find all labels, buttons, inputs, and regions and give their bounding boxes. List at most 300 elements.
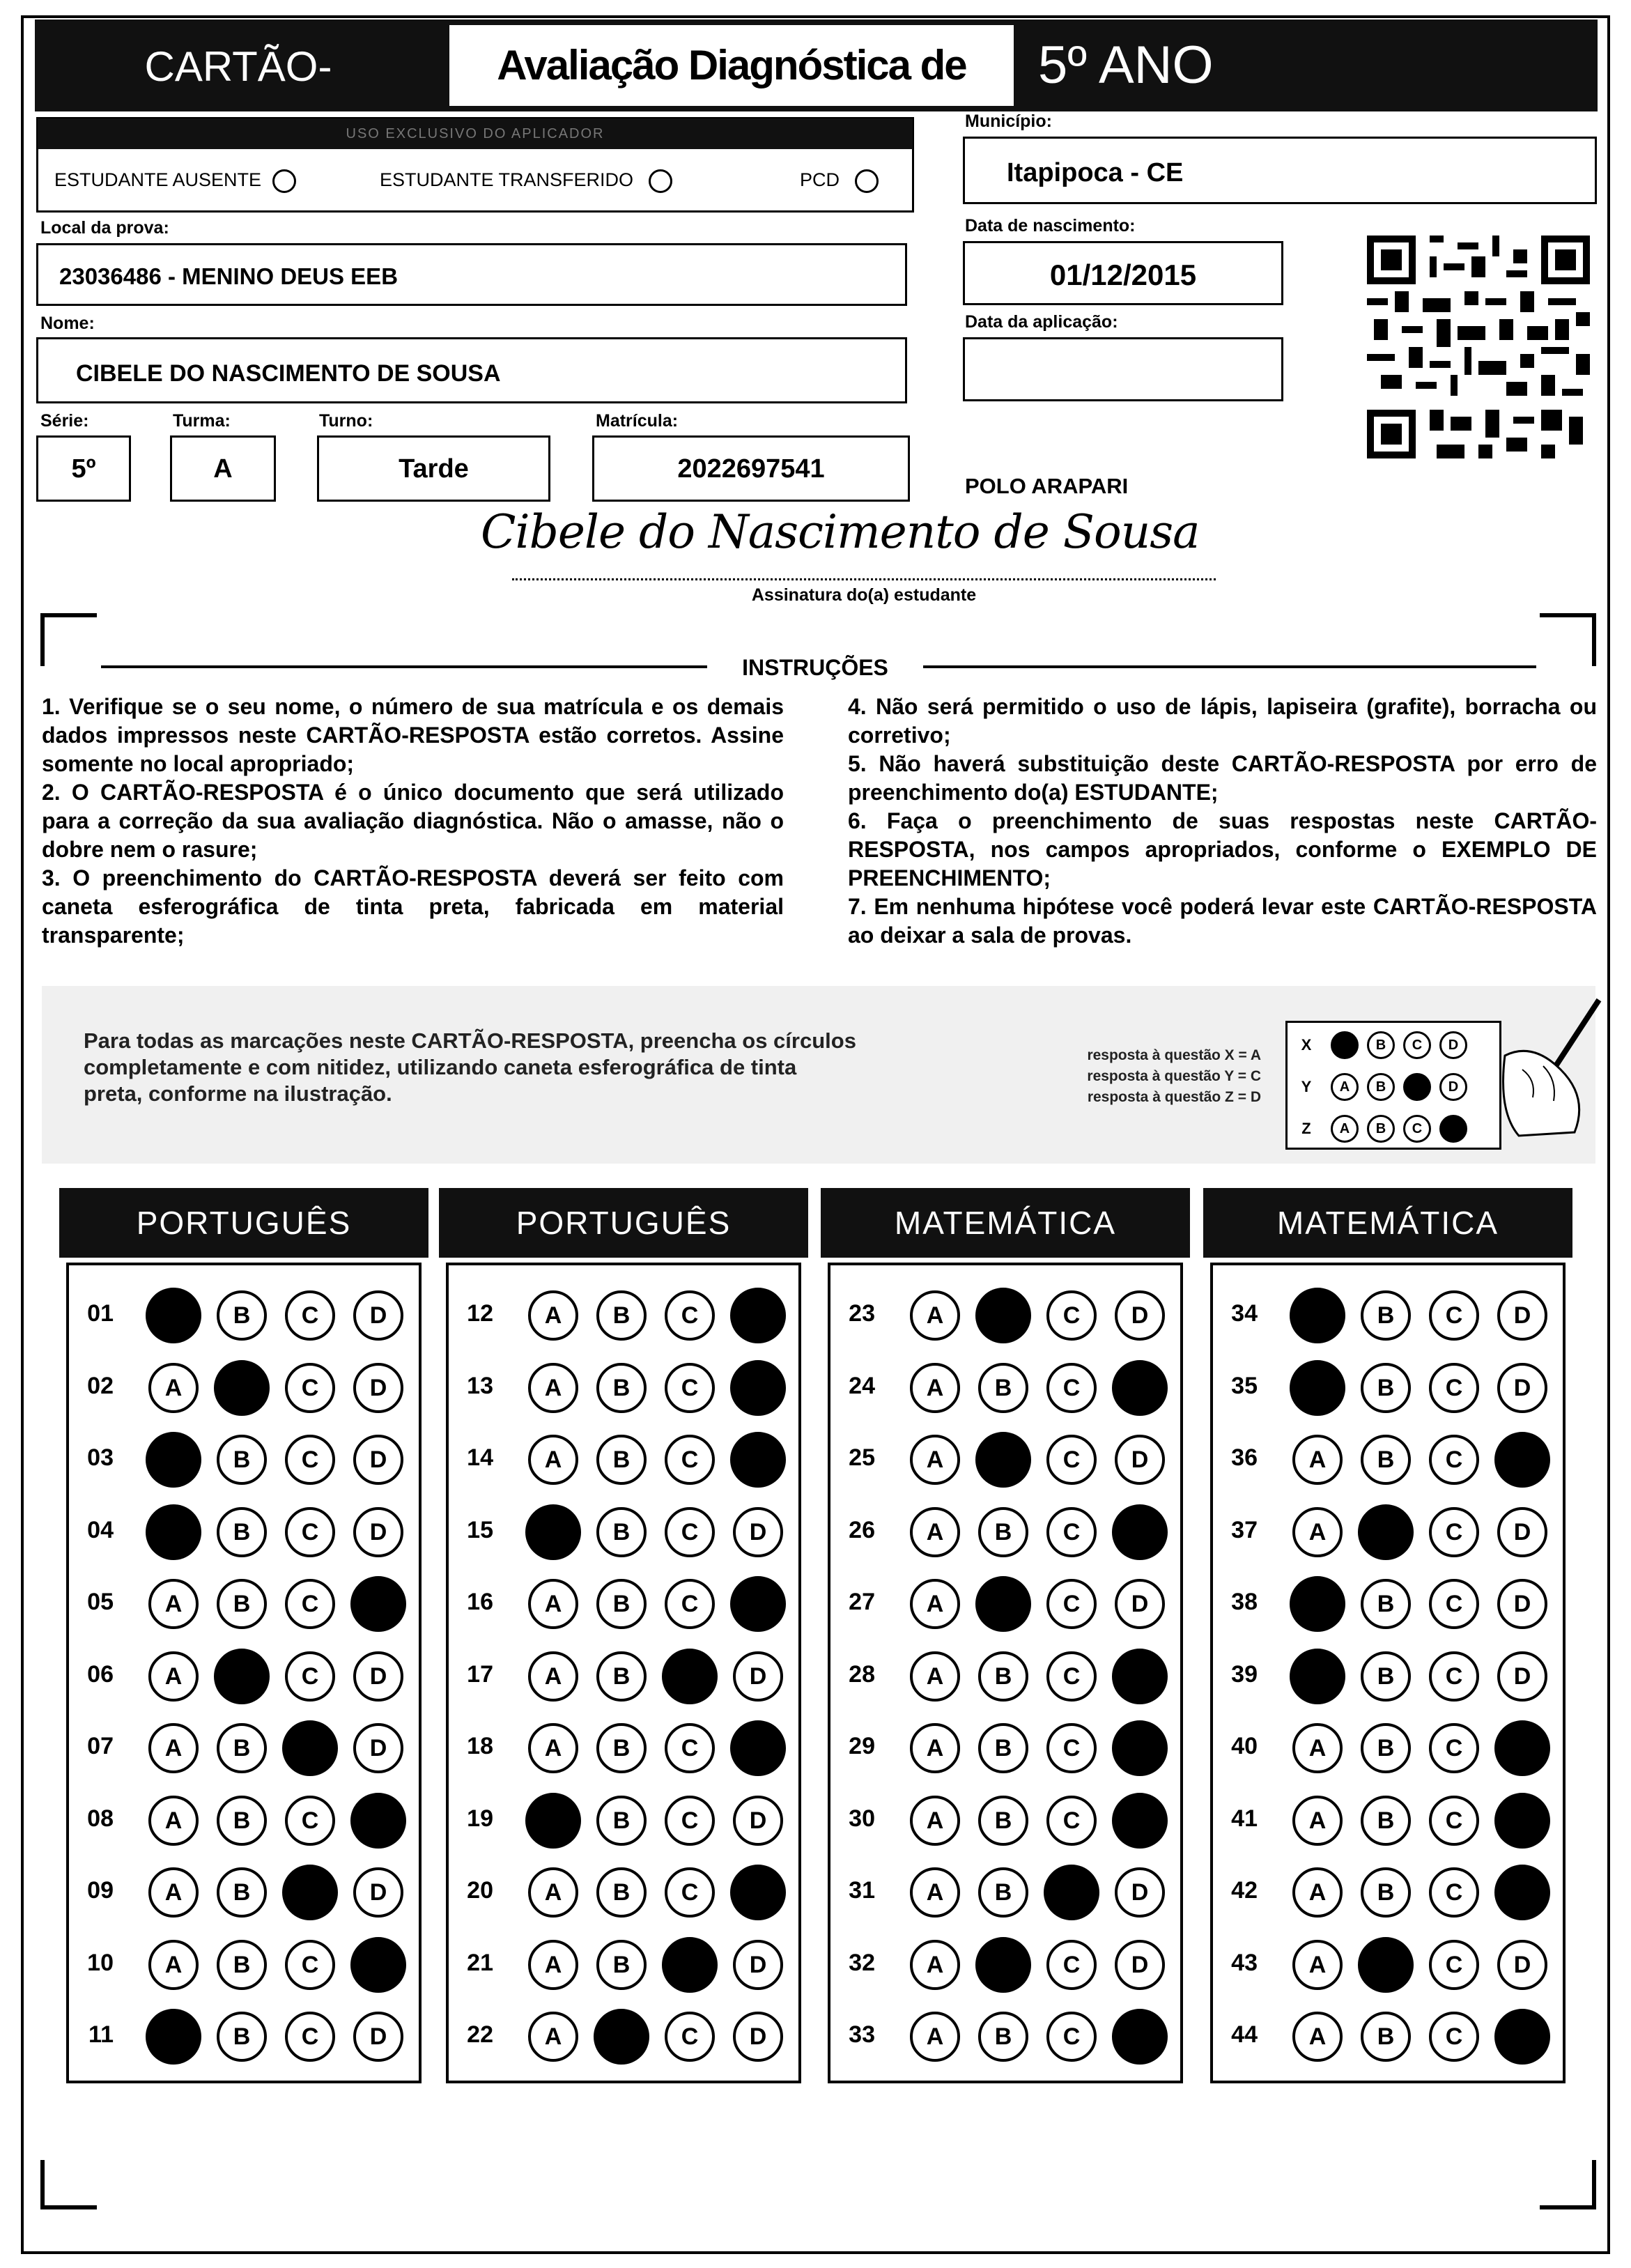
question-number: 01 <box>87 1300 114 1327</box>
answer-bubble-c[interactable]: C <box>285 1651 335 1702</box>
local-field <box>36 243 907 306</box>
question-number: 21 <box>467 1949 493 1976</box>
question-number: 37 <box>1231 1516 1258 1543</box>
answer-bubble-a[interactable]: A <box>910 1723 960 1773</box>
answer-bubble-a[interactable]: A <box>148 1940 199 1990</box>
answer-bubble-d[interactable] <box>730 1360 786 1416</box>
instructions-left <box>42 693 784 950</box>
turno-field <box>317 435 550 502</box>
answer-bubble-b[interactable] <box>594 2009 649 2065</box>
instruction-5: 5. Não haverá substituição deste CARTÃO-RESPOSTA por erro de preenchimento do(a) ESTUDANTE; <box>848 751 1597 805</box>
answer-bubble-b[interactable]: B <box>978 1723 1028 1773</box>
card-title: CARTÃO- <box>144 43 332 90</box>
answer-bubble-d[interactable] <box>1112 2009 1168 2065</box>
answer-bubble-b[interactable] <box>975 1288 1031 1343</box>
answer-bubble-a[interactable]: A <box>910 1579 960 1629</box>
answer-bubble-b[interactable] <box>214 1649 270 1704</box>
question-number: 09 <box>87 1877 114 1904</box>
turma-field <box>170 435 276 502</box>
answer-bubble-b[interactable]: B <box>1361 1796 1411 1846</box>
question-number: 03 <box>87 1444 114 1471</box>
answer-bubble-d[interactable]: D <box>1497 1651 1547 1702</box>
answer-bubble-b[interactable]: B <box>1361 1651 1411 1702</box>
answer-bubble-c[interactable]: C <box>285 1507 335 1557</box>
answer-bubble-d[interactable] <box>350 1937 406 1993</box>
municipio-value: Itapipoca - CE <box>1007 158 1184 187</box>
answer-bubble-c[interactable]: C <box>285 1290 335 1341</box>
instruction-6: 6. Faça o preenchimento de suas respostas neste CARTÃO-RESPOSTA, nos campos apropriados, conforme o EXEMPLO DE PREENCHIMENTO; <box>848 808 1597 890</box>
answer-bubble-b[interactable]: B <box>217 1723 267 1773</box>
answer-bubble-b[interactable]: B <box>1361 1579 1411 1629</box>
answer-bubble-c[interactable]: C <box>285 1435 335 1485</box>
applicator-title: USO EXCLUSIVO DO APLICADOR <box>38 118 913 149</box>
answer-bubble-a[interactable]: A <box>528 1290 578 1341</box>
example-answer-x: resposta à questão X = A <box>1087 1047 1261 1063</box>
question-number: 22 <box>467 2021 493 2048</box>
answer-bubble-b[interactable] <box>214 1360 270 1416</box>
answer-bubble-d[interactable]: D <box>353 1507 403 1557</box>
answer-bubble-b[interactable]: B <box>217 1290 267 1341</box>
aplicacao-field <box>963 337 1283 401</box>
answer-bubble-c[interactable]: C <box>665 1867 715 1918</box>
answer-bubble-a[interactable]: A <box>148 1651 199 1702</box>
answer-bubble-c[interactable]: C <box>1046 1435 1097 1485</box>
aplicacao-label: Data da aplicação: <box>965 312 1118 332</box>
answer-bubble-a[interactable] <box>146 1288 201 1343</box>
example-answers <box>1031 1045 1261 1108</box>
answer-bubble-a[interactable]: A <box>1292 1723 1343 1773</box>
corner-top-right <box>1540 613 1596 666</box>
answer-bubble-a[interactable]: A <box>910 1940 960 1990</box>
answer-bubble-b[interactable]: B <box>1361 1867 1411 1918</box>
question-number: 41 <box>1231 1805 1258 1832</box>
nome-value: CIBELE DO NASCIMENTO DE SOUSA <box>76 360 501 387</box>
answer-bubble-d[interactable] <box>1112 1504 1168 1560</box>
example-bubble <box>1403 1073 1431 1101</box>
answer-bubble-c[interactable]: C <box>1046 1940 1097 1990</box>
question-number: 10 <box>87 1949 114 1976</box>
absent-label: ESTUDANTE AUSENTE <box>54 169 262 191</box>
example-bubble: D <box>1439 1031 1467 1059</box>
answer-bubble-c[interactable]: C <box>1429 1723 1479 1773</box>
transferred-label: ESTUDANTE TRANSFERIDO <box>380 169 634 191</box>
pcd-option[interactable] <box>800 169 879 193</box>
answer-bubble-d[interactable]: D <box>1115 1435 1165 1485</box>
transferred-option[interactable] <box>380 169 672 193</box>
answer-bubble-a[interactable]: A <box>148 1363 199 1413</box>
answer-bubble-b[interactable] <box>1358 1504 1414 1560</box>
answer-bubble-a[interactable]: A <box>528 1435 578 1485</box>
polo-label: POLO ARAPARI <box>965 474 1129 498</box>
answer-bubble-d[interactable] <box>1112 1649 1168 1704</box>
instruction-7: 7. Em nenhuma hipótese você poderá levar este CARTÃO-RESPOSTA ao deixar a sala de provas. <box>848 894 1597 948</box>
example-bubble: B <box>1367 1031 1395 1059</box>
answer-bubble-b[interactable]: B <box>217 1579 267 1629</box>
answer-bubble-d[interactable]: D <box>733 1507 783 1557</box>
question-number: 15 <box>467 1516 493 1543</box>
answer-bubble-d[interactable]: D <box>733 1940 783 1990</box>
answer-bubble-b[interactable]: B <box>978 1363 1028 1413</box>
answer-bubble-b[interactable]: B <box>596 1363 647 1413</box>
answer-bubble-d[interactable]: D <box>353 1363 403 1413</box>
answer-bubble-d[interactable]: D <box>1497 1290 1547 1341</box>
signature: Cibele do Nascimento de Sousa <box>481 505 1200 559</box>
local-label: Local da prova: <box>40 218 169 238</box>
answer-bubble-b[interactable]: B <box>1361 1290 1411 1341</box>
answer-bubble-b[interactable]: B <box>596 1507 647 1557</box>
question-number: 43 <box>1231 1949 1258 1976</box>
answer-bubble-a[interactable] <box>1290 1288 1345 1343</box>
answer-bubble-d[interactable]: D <box>733 1651 783 1702</box>
answer-bubble-c[interactable]: C <box>1429 1940 1479 1990</box>
answer-bubble-b[interactable]: B <box>978 1507 1028 1557</box>
subject-header: MATEMÁTICA <box>821 1188 1190 1258</box>
question-number: 28 <box>849 1660 875 1688</box>
question-number: 34 <box>1231 1300 1258 1327</box>
local-value: 23036486 - MENINO DEUS EEB <box>59 263 399 289</box>
answer-bubble-c[interactable]: C <box>665 1579 715 1629</box>
question-number: 18 <box>467 1733 493 1759</box>
answer-bubble-a[interactable]: A <box>910 1435 960 1485</box>
answer-bubble-d[interactable] <box>350 1576 406 1632</box>
turno-label: Turno: <box>319 411 373 431</box>
example-text: Para todas as marcações neste CARTÃO-RESPOSTA, preencha os círculos completamente e com nitidez, utilizando caneta esferográfica de tinta preta, conforme na ilustração. <box>84 1028 856 1106</box>
turma-value: A <box>213 454 233 484</box>
answer-bubble-c[interactable]: C <box>285 2012 335 2062</box>
answer-bubble-c[interactable]: C <box>285 1363 335 1413</box>
question-number: 29 <box>849 1733 875 1759</box>
nome-label: Nome: <box>40 314 95 333</box>
turma-label: Turma: <box>173 411 231 431</box>
question-number: 32 <box>849 1949 875 1976</box>
answer-bubble-b[interactable]: B <box>1361 2012 1411 2062</box>
answer-bubble-c[interactable] <box>662 1937 718 1993</box>
question-number: 23 <box>849 1300 875 1327</box>
turno-value: Tarde <box>399 454 469 484</box>
answer-bubble-b[interactable]: B <box>978 1796 1028 1846</box>
question-number: 11 <box>88 2021 114 2048</box>
answer-bubble-d[interactable] <box>1494 1720 1550 1776</box>
answer-bubble-a[interactable]: A <box>1292 1796 1343 1846</box>
example-bubble: C <box>1403 1031 1431 1059</box>
question-number: 44 <box>1231 2021 1258 2048</box>
example-answer-y: resposta à questão Y = C <box>1087 1068 1261 1084</box>
answer-bubble-a[interactable]: A <box>528 1723 578 1773</box>
question-number: 33 <box>849 2021 875 2048</box>
instructions-rule-right <box>923 665 1536 668</box>
answer-bubble-b[interactable]: B <box>217 1940 267 1990</box>
answer-bubble-d[interactable] <box>1494 2009 1550 2065</box>
answer-bubble-d[interactable] <box>1494 1865 1550 1920</box>
question-number: 05 <box>87 1589 114 1615</box>
answer-bubble-d[interactable] <box>730 1865 786 1920</box>
answer-bubble-c[interactable]: C <box>285 1940 335 1990</box>
example-bubble: C <box>1403 1115 1431 1143</box>
question-number: 02 <box>87 1372 114 1399</box>
pen-hand-icon <box>1456 993 1609 1146</box>
transferred-circle[interactable] <box>649 169 672 193</box>
nascimento-field <box>963 241 1283 305</box>
question-number: 31 <box>849 1877 875 1904</box>
question-number: 27 <box>849 1589 875 1615</box>
answer-bubble-c[interactable]: C <box>1046 1579 1097 1629</box>
answer-bubble-a[interactable]: A <box>1292 1435 1343 1485</box>
answer-bubble-a[interactable]: A <box>1292 1940 1343 1990</box>
nome-field <box>36 337 907 403</box>
answer-bubble-b[interactable]: B <box>1361 1723 1411 1773</box>
question-number: 13 <box>467 1372 493 1399</box>
question-number: 39 <box>1231 1660 1258 1688</box>
answer-bubble-c[interactable]: C <box>1429 2012 1479 2062</box>
answer-bubble-c[interactable]: C <box>665 1723 715 1773</box>
answer-bubble-b[interactable]: B <box>1361 1363 1411 1413</box>
answer-bubble-c[interactable]: C <box>1046 1796 1097 1846</box>
instruction-2: 2. O CARTÃO-RESPOSTA é o único documento que será utilizado para a correção da sua avaliação diagnóstica. Não o amasse, não o dobre nem o rasure; <box>42 780 784 862</box>
question-number: 36 <box>1231 1444 1258 1471</box>
answer-bubble-c[interactable] <box>662 1649 718 1704</box>
municipio-label: Município: <box>965 111 1052 131</box>
answer-bubble-d[interactable]: D <box>1115 1290 1165 1341</box>
answer-bubble-d[interactable] <box>730 1432 786 1488</box>
answer-bubble-a[interactable] <box>525 1793 581 1849</box>
answer-bubble-d[interactable]: D <box>353 1435 403 1485</box>
question-number: 16 <box>467 1589 493 1615</box>
answer-bubble-c[interactable]: C <box>1046 2012 1097 2062</box>
answer-bubble-a[interactable]: A <box>910 1796 960 1846</box>
instruction-3: 3. O preenchimento do CARTÃO-RESPOSTA deverá ser feito com caneta esferográfica de tinta preta, fabricada em material transparente; <box>42 865 784 948</box>
answer-bubble-b[interactable]: B <box>596 1651 647 1702</box>
answer-bubble-d[interactable]: D <box>1115 1867 1165 1918</box>
answer-bubble-a[interactable] <box>146 1432 201 1488</box>
question-number: 14 <box>467 1444 493 1471</box>
answer-bubble-d[interactable]: D <box>1497 1507 1547 1557</box>
answer-bubble-b[interactable]: B <box>217 1507 267 1557</box>
answer-bubble-a[interactable]: A <box>528 1867 578 1918</box>
answer-bubble-a[interactable] <box>1290 1649 1345 1704</box>
answer-bubble-d[interactable] <box>350 1793 406 1849</box>
answer-bubble-c[interactable]: C <box>1429 1796 1479 1846</box>
answer-bubble-d[interactable] <box>1112 1720 1168 1776</box>
answer-bubble-c[interactable]: C <box>665 1290 715 1341</box>
answer-bubble-b[interactable]: B <box>978 1651 1028 1702</box>
instructions-right <box>848 693 1597 950</box>
corner-bottom-right <box>1540 2160 1596 2209</box>
instruction-1: 1. Verifique se o seu nome, o número de sua matrícula e os demais dados impressos neste CARTÃO-RESPOSTA estão corretos. Assine somente no local apropriado; <box>42 694 784 776</box>
matricula-field <box>592 435 910 502</box>
answer-bubble-a[interactable]: A <box>910 2012 960 2062</box>
answer-bubble-d[interactable]: D <box>353 1867 403 1918</box>
instruction-4: 4. Não será permitido o uso de lápis, lapiseira (grafite), borracha ou corretivo; <box>848 694 1597 748</box>
answer-bubble-b[interactable]: B <box>596 1579 647 1629</box>
pcd-circle[interactable] <box>855 169 879 193</box>
answer-bubble-a[interactable]: A <box>528 1651 578 1702</box>
answer-bubble-c[interactable]: C <box>1046 1651 1097 1702</box>
answer-bubble-d[interactable]: D <box>733 2012 783 2062</box>
answer-bubble-d[interactable]: D <box>1115 1579 1165 1629</box>
answer-bubble-a[interactable]: A <box>148 1867 199 1918</box>
answer-bubble-a[interactable]: A <box>1292 2012 1343 2062</box>
nascimento-value: 01/12/2015 <box>1049 259 1197 291</box>
question-number: 38 <box>1231 1589 1258 1615</box>
answer-bubble-a[interactable]: A <box>528 1940 578 1990</box>
corner-bottom-left <box>40 2160 97 2209</box>
qr-code-icon <box>1367 236 1590 458</box>
question-number: 25 <box>849 1444 875 1471</box>
answer-bubble-d[interactable]: D <box>1497 1579 1547 1629</box>
answer-bubble-d[interactable] <box>1112 1793 1168 1849</box>
question-number: 40 <box>1231 1733 1258 1759</box>
answer-bubble-c[interactable]: C <box>665 1435 715 1485</box>
answer-bubble-a[interactable]: A <box>910 1507 960 1557</box>
subject-header: PORTUGUÊS <box>59 1188 428 1258</box>
answer-bubble-c[interactable]: C <box>285 1796 335 1846</box>
question-number: 12 <box>467 1300 493 1327</box>
answer-bubble-d[interactable] <box>1494 1793 1550 1849</box>
answer-bubble-b[interactable] <box>975 1576 1031 1632</box>
exam-title: Avaliação Diagnóstica de <box>497 42 966 88</box>
answer-bubble-b[interactable]: B <box>978 1867 1028 1918</box>
answer-bubble-c[interactable] <box>282 1720 338 1776</box>
answer-bubble-a[interactable]: A <box>528 1363 578 1413</box>
example-bubble: D <box>1439 1073 1467 1101</box>
answer-bubble-b[interactable] <box>975 1937 1031 1993</box>
question-number: 06 <box>87 1660 114 1688</box>
subject-header: MATEMÁTICA <box>1203 1188 1572 1258</box>
answer-bubble-c[interactable]: C <box>1429 1363 1479 1413</box>
question-number: 07 <box>87 1733 114 1759</box>
question-number: 24 <box>849 1372 875 1399</box>
answer-bubble-b[interactable]: B <box>596 1290 647 1341</box>
example-row-label: Y <box>1301 1078 1312 1095</box>
answer-bubble-d[interactable]: D <box>1497 1940 1547 1990</box>
question-number: 35 <box>1231 1372 1258 1399</box>
answer-bubble-c[interactable]: C <box>1046 1290 1097 1341</box>
answer-bubble-a[interactable] <box>146 2009 201 2065</box>
answer-bubble-a[interactable]: A <box>1292 1867 1343 1918</box>
question-number: 17 <box>467 1660 493 1688</box>
answer-bubble-d[interactable] <box>730 1576 786 1632</box>
absent-circle[interactable] <box>272 169 296 193</box>
answer-bubble-b[interactable]: B <box>1361 1435 1411 1485</box>
serie-label: Série: <box>40 411 89 431</box>
answer-bubble-a[interactable]: A <box>1292 1507 1343 1557</box>
instructions-title: INSTRUÇÕES <box>742 655 888 680</box>
question-number: 30 <box>849 1805 875 1832</box>
answer-bubble-d[interactable]: D <box>353 1290 403 1341</box>
example-bubble: A <box>1331 1115 1359 1143</box>
nascimento-label: Data de nascimento: <box>965 216 1136 236</box>
answer-bubble-b[interactable]: B <box>596 1940 647 1990</box>
question-number: 42 <box>1231 1877 1258 1904</box>
answer-bubble-b[interactable]: B <box>596 1723 647 1773</box>
answer-bubble-d[interactable]: D <box>1115 1940 1165 1990</box>
absent-option[interactable] <box>54 169 296 193</box>
answer-bubble-a[interactable]: A <box>148 1579 199 1629</box>
answer-bubble-a[interactable] <box>525 1504 581 1560</box>
answer-bubble-d[interactable]: D <box>733 1796 783 1846</box>
answer-bubble-b[interactable] <box>975 1432 1031 1488</box>
serie-value: 5º <box>71 454 96 484</box>
answer-bubble-b[interactable]: B <box>217 2012 267 2062</box>
answer-bubble-a[interactable]: A <box>148 1723 199 1773</box>
corner-top-left <box>40 613 97 666</box>
answer-bubble-b[interactable]: B <box>978 2012 1028 2062</box>
answer-bubble-a[interactable]: A <box>528 2012 578 2062</box>
answer-bubble-c[interactable]: C <box>1046 1723 1097 1773</box>
answer-bubble-b[interactable]: B <box>596 1867 647 1918</box>
answer-bubble-c[interactable] <box>1044 1865 1099 1920</box>
question-number: 20 <box>467 1877 493 1904</box>
matricula-label: Matrícula: <box>596 411 679 431</box>
answer-bubble-d[interactable] <box>1494 1432 1550 1488</box>
answer-bubble-d[interactable] <box>730 1720 786 1776</box>
grade-label: 5º ANO <box>1038 36 1214 95</box>
answer-bubble-a[interactable] <box>1290 1576 1345 1632</box>
answer-bubble-d[interactable] <box>1112 1360 1168 1416</box>
example-bubble: B <box>1367 1115 1395 1143</box>
answer-bubble-d[interactable]: D <box>353 1723 403 1773</box>
example-row-label: Z <box>1301 1120 1311 1137</box>
answer-bubble-a[interactable] <box>146 1504 201 1560</box>
answer-bubble-a[interactable]: A <box>528 1579 578 1629</box>
answer-bubble-d[interactable]: D <box>353 1651 403 1702</box>
answer-bubble-a[interactable] <box>1290 1360 1345 1416</box>
answer-bubble-c[interactable]: C <box>1429 1507 1479 1557</box>
answer-bubble-b[interactable]: B <box>596 1796 647 1846</box>
answer-bubble-b[interactable] <box>1358 1937 1414 1993</box>
answer-bubble-b[interactable]: B <box>217 1435 267 1485</box>
answer-bubble-d[interactable] <box>730 1288 786 1343</box>
answer-bubble-c[interactable]: C <box>285 1579 335 1629</box>
municipio-field <box>963 137 1597 204</box>
answer-bubble-c[interactable] <box>282 1865 338 1920</box>
answer-bubble-a[interactable]: A <box>910 1651 960 1702</box>
answer-bubble-c[interactable]: C <box>1429 1290 1479 1341</box>
question-number: 04 <box>87 1516 114 1543</box>
question-number: 26 <box>849 1516 875 1543</box>
answer-bubble-c[interactable]: C <box>665 1507 715 1557</box>
matricula-value: 2022697541 <box>677 454 825 484</box>
instructions-rule-left <box>101 665 707 668</box>
answer-bubble-c[interactable]: C <box>665 1363 715 1413</box>
answer-bubble-a[interactable]: A <box>148 1796 199 1846</box>
answer-bubble-c[interactable]: C <box>665 2012 715 2062</box>
answer-bubble-a[interactable]: A <box>910 1290 960 1341</box>
answer-bubble-b[interactable]: B <box>596 1435 647 1485</box>
answer-bubble-c[interactable]: C <box>1429 1435 1479 1485</box>
answer-bubble-d[interactable]: D <box>353 2012 403 2062</box>
pcd-label: PCD <box>800 169 840 191</box>
example-bubble: A <box>1331 1073 1359 1101</box>
answer-bubble-c[interactable]: C <box>1429 1579 1479 1629</box>
answer-bubble-c[interactable]: C <box>1429 1651 1479 1702</box>
answer-bubble-c[interactable]: C <box>1046 1363 1097 1413</box>
subject-header: PORTUGUÊS <box>439 1188 808 1258</box>
example-row-label: X <box>1301 1036 1312 1054</box>
answer-bubble-b[interactable]: B <box>217 1867 267 1918</box>
signature-line <box>512 578 1216 580</box>
answer-bubble-c[interactable]: C <box>665 1796 715 1846</box>
answer-bubble-c[interactable]: C <box>1429 1867 1479 1918</box>
answer-bubble-c[interactable]: C <box>1046 1507 1097 1557</box>
answer-bubble-a[interactable]: A <box>910 1363 960 1413</box>
question-number: 08 <box>87 1805 114 1832</box>
example-bubble <box>1331 1031 1359 1059</box>
answer-bubble-d[interactable]: D <box>1497 1363 1547 1413</box>
answer-bubble-b[interactable]: B <box>217 1796 267 1846</box>
example-answer-z: resposta à questão Z = D <box>1087 1089 1261 1105</box>
answer-bubble-a[interactable]: A <box>910 1867 960 1918</box>
